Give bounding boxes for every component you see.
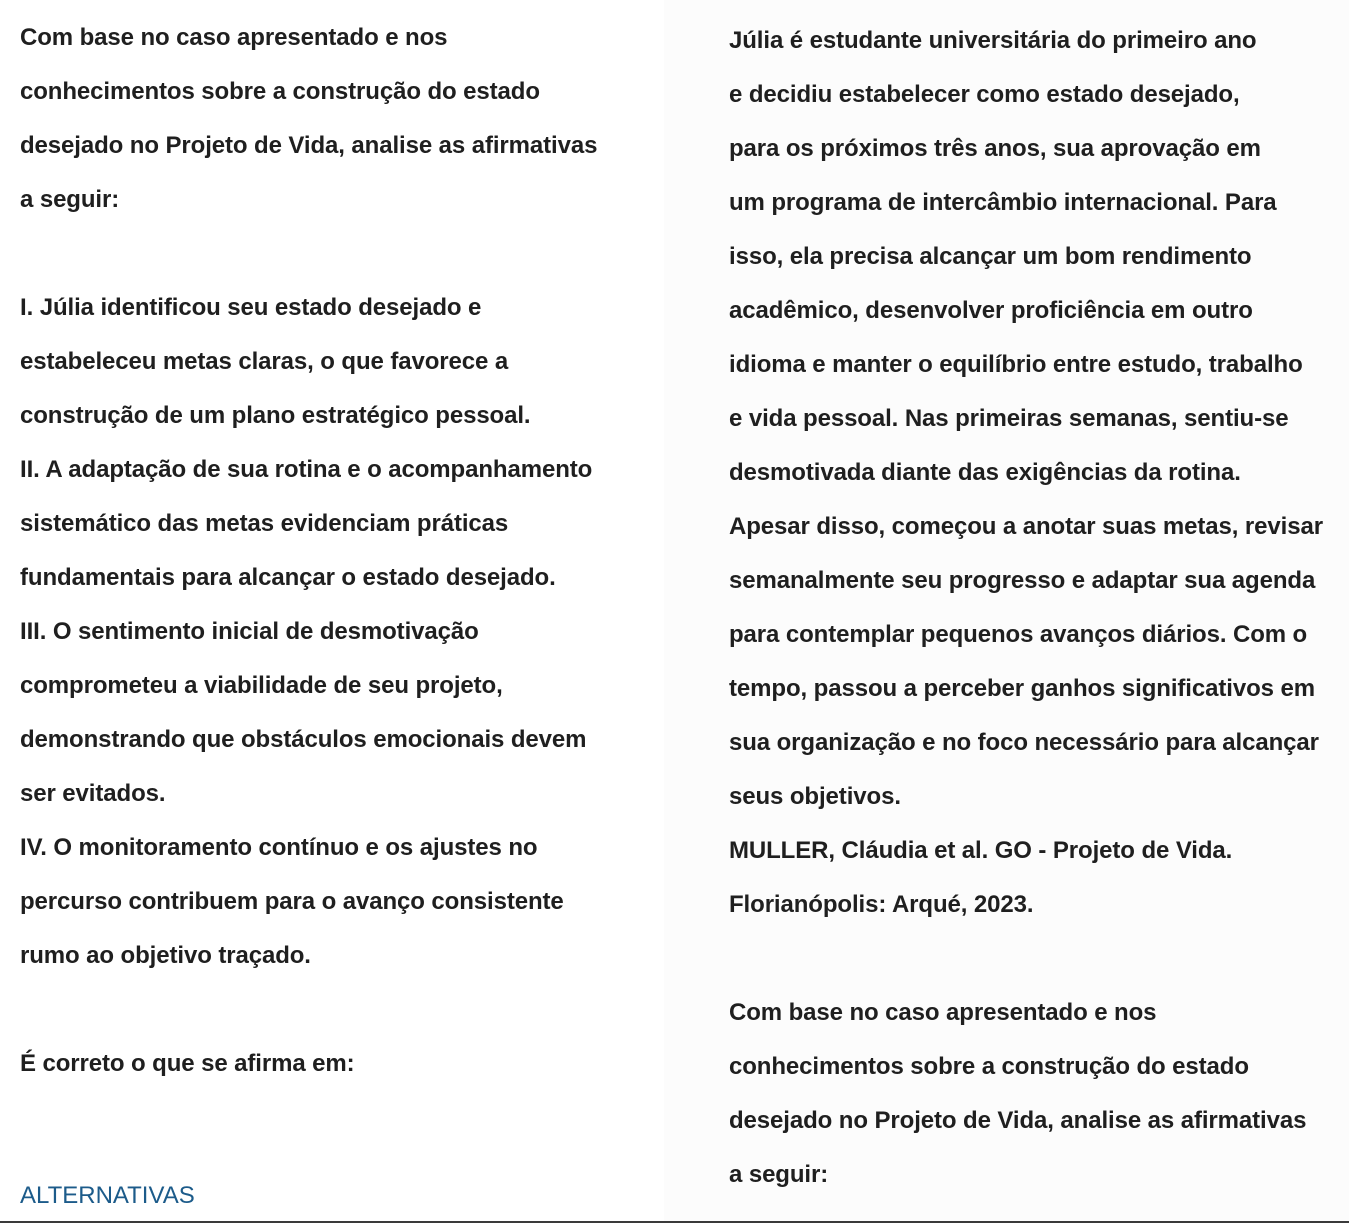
intro-line: a seguir: bbox=[729, 1161, 829, 1188]
statement-line: IV. O monitoramento contínuo e os ajustes no bbox=[20, 834, 538, 861]
statement-line: fundamentais para alcançar o estado desejado. bbox=[20, 564, 556, 591]
case-line: e vida pessoal. Nas primeiras semanas, sentiu-se bbox=[729, 405, 1289, 432]
case-line: seus objetivos. bbox=[729, 783, 901, 810]
case-line: Apesar disso, começou a anotar suas metas, revisar bbox=[729, 513, 1323, 540]
case-line: para os próximos três anos, sua aprovação em bbox=[729, 135, 1261, 162]
statement-line: percurso contribuem para o avanço consistente bbox=[20, 888, 564, 915]
statements-list bbox=[20, 281, 664, 983]
case-line: idioma e manter o equilíbrio entre estudo, trabalho bbox=[729, 351, 1303, 378]
question-intro bbox=[20, 11, 664, 227]
citation-line: Florianópolis: Arqué, 2023. bbox=[729, 891, 1034, 918]
statement-line: estabeleceu metas claras, o que favorece a bbox=[20, 348, 509, 375]
case-line: um programa de intercâmbio internacional. Para bbox=[729, 189, 1277, 216]
case-line: acadêmico, desenvolver proficiência em outro bbox=[729, 297, 1253, 324]
spacer bbox=[20, 983, 664, 1037]
right-panel bbox=[664, 0, 1349, 1223]
intro-line: Com base no caso apresentado e nos bbox=[20, 24, 448, 51]
statement-line: ser evitados. bbox=[20, 780, 166, 807]
case-line: Júlia é estudante universitária do primeiro ano bbox=[729, 27, 1257, 54]
case-text bbox=[729, 14, 1349, 824]
spacer bbox=[729, 932, 1349, 986]
statement-line: demonstrando que obstáculos emocionais devem bbox=[20, 726, 587, 753]
citation bbox=[729, 824, 1349, 932]
statement-line: sistemático das metas evidenciam práticas bbox=[20, 510, 509, 537]
intro-line: desejado no Projeto de Vida, analise as afirmativas bbox=[729, 1107, 1307, 1134]
spacer bbox=[20, 227, 664, 281]
intro-line: desejado no Projeto de Vida, analise as afirmativas bbox=[20, 132, 598, 159]
statement-line: II. A adaptação de sua rotina e o acompanhamento bbox=[20, 456, 593, 483]
intro-line: Com base no caso apresentado e nos bbox=[729, 999, 1157, 1026]
left-panel bbox=[0, 0, 664, 1223]
statement-line: comprometeu a viabilidade de seu projeto, bbox=[20, 672, 503, 699]
case-line: para contemplar pequenos avanços diários. Com o bbox=[729, 621, 1308, 648]
statement-line: I. Júlia identificou seu estado desejado e bbox=[20, 294, 482, 321]
question-prompt: É correto o que se afirma em: bbox=[20, 1050, 355, 1077]
case-line: e decidiu estabelecer como estado desejado, bbox=[729, 81, 1240, 108]
statement-line: rumo ao objetivo traçado. bbox=[20, 942, 311, 969]
case-line: isso, ela precisa alcançar um bom rendimento bbox=[729, 243, 1252, 270]
question-intro-repeat bbox=[729, 986, 1349, 1202]
intro-line: a seguir: bbox=[20, 186, 120, 213]
case-line: semanalmente seu progresso e adaptar sua agenda bbox=[729, 567, 1316, 594]
case-line: tempo, passou a perceber ganhos significativos em bbox=[729, 675, 1315, 702]
intro-line: conhecimentos sobre a construção do estado bbox=[729, 1053, 1249, 1080]
alternatives-heading: ALTERNATIVAS bbox=[20, 1182, 195, 1209]
statement-line: construção de um plano estratégico pessoal. bbox=[20, 402, 531, 429]
case-line: desmotivada diante das exigências da rotina. bbox=[729, 459, 1241, 486]
intro-line: conhecimentos sobre a construção do estado bbox=[20, 78, 540, 105]
citation-line: MULLER, Cláudia et al. GO - Projeto de Vida. bbox=[729, 837, 1233, 864]
statement-line: III. O sentimento inicial de desmotivação bbox=[20, 618, 479, 645]
case-line: sua organização e no foco necessário para alcançar bbox=[729, 729, 1319, 756]
